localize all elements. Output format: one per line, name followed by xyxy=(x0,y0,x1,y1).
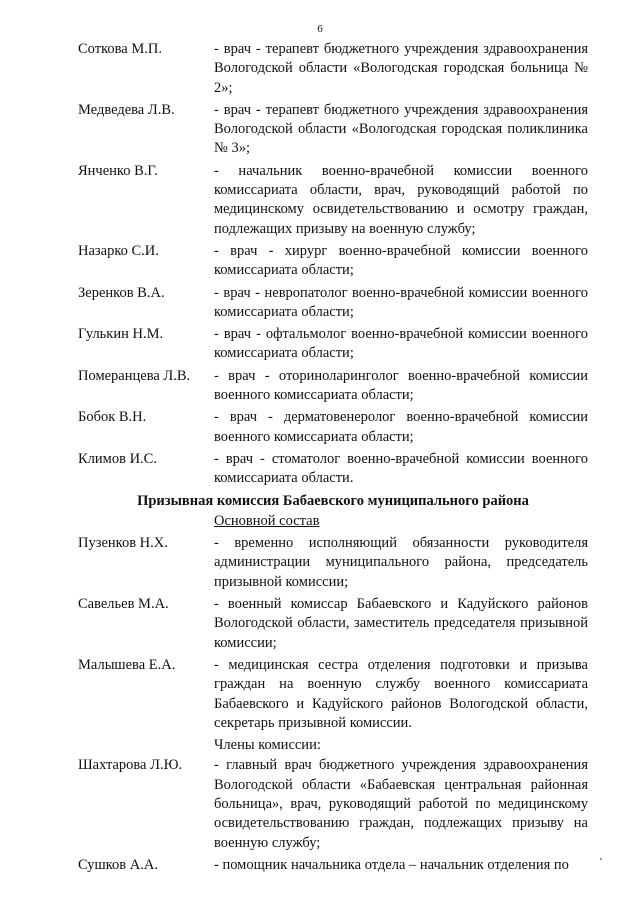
members-label: Члены комиссии: xyxy=(214,737,321,754)
person-entry xyxy=(78,40,588,98)
person-entry xyxy=(78,595,588,653)
person-role: - помощник начальника отдела – начальник отделения по xyxy=(214,856,569,873)
person-role: - военный комиссар Бабаевского и Кадуйского районов Вологодской области, заместитель председателя призывной комиссии; xyxy=(214,596,588,651)
person-name: Зеренков В.А. xyxy=(78,284,165,301)
person-entry xyxy=(78,325,588,364)
commission-list-top xyxy=(78,40,588,489)
person-entry xyxy=(78,408,588,447)
person-entry xyxy=(78,162,588,239)
person-entry xyxy=(78,367,588,406)
person-role: - начальник военно-врачебной комиссии военного комиссариата области, врач, руководящий работой по медицинскому освидетельствованию и осмотру граждан, подлежащих призыву на военную службу; xyxy=(214,162,588,237)
page-number: 6 xyxy=(317,23,323,35)
person-name: Гулькин Н.М. xyxy=(78,326,164,343)
person-role: - врач - терапевт бюджетного учреждения здравоохранения Вологодской области «Вологодская городская поликлиника № 3»; xyxy=(214,101,588,157)
person-name: Пузенков Н.Х. xyxy=(78,535,168,552)
person-entry xyxy=(78,534,588,592)
person-name: Малышева Е.А. xyxy=(78,656,176,673)
person-entry xyxy=(78,284,588,323)
person-role: - временно исполняющий обязанности руководителя администрации муниципального района, председатель призывной комиссии; xyxy=(214,535,588,590)
person-role: - главный врач бюджетного учреждения здравоохранения Вологодской области «Бабаевская центральная районная больница», врач, руководящий работой по медицинскому освидетельствованию граждан, подлежащих призыву на военную службу; xyxy=(214,757,588,851)
commission-list-members xyxy=(78,756,588,875)
person-name: Сушков А.А. xyxy=(78,856,158,873)
person-entry xyxy=(78,656,588,733)
person-role: - врач - стоматолог военно-врачебной комиссии военного комиссариата области. xyxy=(214,450,588,487)
person-name: Шахтарова Л.Ю. xyxy=(78,757,183,774)
section-title: Призывная комиссия Бабаевского муниципального района xyxy=(137,492,529,509)
person-name: Соткова М.П. xyxy=(78,41,162,57)
main-composition-label: Основной состав xyxy=(214,512,320,529)
scan-speck xyxy=(600,858,602,860)
person-name: Савельев М.А. xyxy=(78,596,169,613)
person-name: Назарко С.И. xyxy=(78,242,159,259)
person-role: - врач - дерматовенеролог военно-врачебной комиссии военного комиссариата области; xyxy=(214,409,588,445)
person-name: Медведева Л.В. xyxy=(78,101,175,118)
person-role: - медицинская сестра отделения подготовки и призыва граждан на военную службу военного комиссариата Бабаевского и Кадуйского районов Вологодской области, секретарь призывной комиссии. xyxy=(214,656,588,731)
person-role: - врач - невропатолог военно-врачебной комиссии военного комиссариата области; xyxy=(214,284,588,320)
person-name: Померанцева Л.В. xyxy=(78,367,191,384)
person-entry xyxy=(78,242,588,281)
person-entry xyxy=(78,856,588,875)
person-role: - врач - терапевт бюджетного учреждения здравоохранения Вологодской области «Вологодская городская больница № 2»; xyxy=(214,41,588,96)
person-entry xyxy=(78,101,588,159)
person-entry xyxy=(78,756,588,852)
person-role: - врач - офтальмолог военно-врачебной комиссии военного комиссариата области; xyxy=(214,326,588,362)
person-role: - врач - хирург военно-врачебной комиссии военного комиссариата области; xyxy=(214,242,588,279)
commission-list-main xyxy=(78,534,588,733)
document-body xyxy=(78,40,588,878)
person-name: Янченко В.Г. xyxy=(78,162,158,179)
person-role: - врач - оториноларинголог военно-врачебной комиссии военного комиссариата области; xyxy=(214,367,588,404)
person-entry xyxy=(78,450,588,489)
person-name: Бобок В.Н. xyxy=(78,409,147,426)
person-name: Климов И.С. xyxy=(78,450,157,467)
